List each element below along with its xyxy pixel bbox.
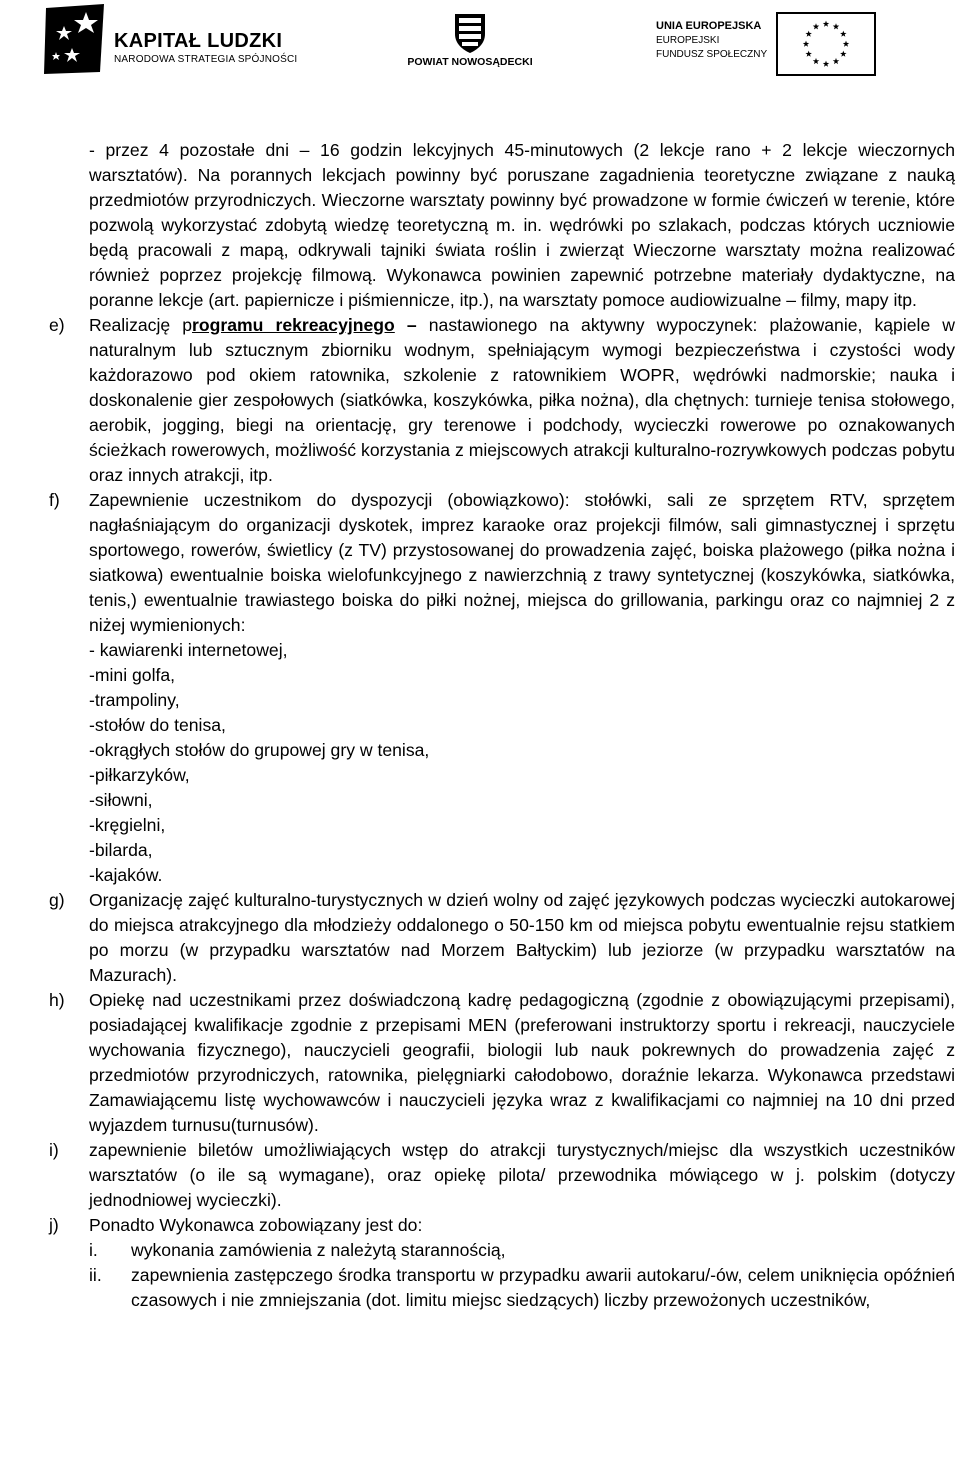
list-item: -okrągłych stołów do grupowej gry w tenisa, [89, 740, 430, 760]
item-j-sub-2 [0, 1263, 960, 1313]
item-f-marker: f) [49, 490, 60, 510]
kapital-ludzki-title: KAPITAŁ LUDZKI [114, 30, 283, 52]
list-item: -kręgielni, [89, 815, 166, 835]
eu-flag-icon [776, 12, 876, 76]
item-e-marker: e) [49, 315, 65, 335]
item-h-marker: h) [49, 990, 65, 1010]
item-j [0, 1213, 960, 1238]
list-item: -kajaków. [89, 865, 163, 885]
item-h-text: Opiekę nad uczestnikami przez doświadczoną kadrę pedagogiczną (zgodnie z obowiązującymi przepisami), posiadającej kwalifikacje zgodnie z przepisami MEN (preferowani instruktorzy sportu i rekreacji, nauczyciele wychowania fizycznego), nauczycieli geografii, biologii lub nauk pokrewnych do prowadzenia zajęć z przedmiotów przyrodniczych, ratownika, pielęgniarki całodobowo, doraźnie lekarza. Wykonawca przedstawi Zamawiającemu listę wychowawców i nauczycieli języka wraz z kwalifikacjami co najmniej na 10 dni przed wyjazdem turnusu(turnusów). [89, 990, 955, 1135]
item-f-list [0, 638, 960, 888]
eu-star-icon [833, 58, 839, 64]
eu-star-icon [823, 21, 829, 27]
eu-star-icon [803, 41, 809, 47]
list-item: -trampoliny, [89, 690, 180, 710]
intro-paragraph [0, 138, 960, 313]
item-j-sub-2-text: zapewnienia zastępczego środka transportu w przypadku awarii autokaru/-ów, celem uniknięcia opóźnień czasowych i nie zmniejszania (dot. limitu miejsc siedzących) liczby przewożonych uczestników, [131, 1265, 955, 1310]
item-e [0, 313, 960, 488]
ue-line2: EUROPEJSKI [656, 35, 720, 46]
eu-star-icon [813, 58, 819, 64]
item-g-text: Organizację zajęć kulturalno-turystycznych w dzień wolny od zajęć językowych podczas wycieczki autokarowej do miejsca atrakcyjnego dla młodzieży oddalonego o 50-150 km od miejsca pobytu ewentualnie rejsu statkiem po morzu (w przypadku warsztatów nad Morzem Bałtyckim) lub jeziorze (w przypadku warsztatów na Mazurach). [89, 890, 955, 985]
item-j-text: Ponadto Wykonawca zobowiązany jest do: [89, 1215, 423, 1235]
item-e-bold: rogramu rekreacyjnego [192, 315, 395, 335]
eu-star-icon [840, 51, 846, 57]
item-j-sub-1-marker: i. [89, 1240, 98, 1260]
eu-star-icon [833, 23, 839, 29]
eu-logo [648, 10, 918, 70]
item-g [0, 888, 960, 988]
item-f [0, 488, 960, 888]
ue-line1: UNIA EUROPEJSKA [656, 20, 762, 32]
item-j-sub-1 [0, 1238, 960, 1263]
list-item: - kawiarenki internetowej, [89, 640, 288, 660]
item-e-text [89, 313, 955, 488]
intro-text: - przez 4 pozostałe dni – 16 godzin lekcyjnych 45-minutowych (2 lekcje rano + 2 lekcje wieczornych warsztatów). Na porannych lekcjach powinny być poruszane zagadnienia teoretyczne związane z nauką przedmiotów przyrodniczych. Wieczorne warsztaty powinny być prowadzone w formie ćwiczeń w terenie, które pozwolą wykorzystać zdobytą wiedzę teoretyczną m. in. wędrówki po szlakach, podczas których uczniowie będą pracowali z mapą, odkrywali tajniki świata roślin i zwierząt Wieczorne warsztaty można realizować również poprzez projekcję filmową. Wykonawca powinien zapewnić potrzebne materiały dydaktyczne, na poranne lekcje (art. papiernicze i piśmiennicze, itp.), na warsztaty pomoce audiowizualne – filmy, mapy itp. [89, 140, 955, 310]
eu-star-icon [840, 31, 846, 37]
list-item: -stołów do tenisa, [89, 715, 226, 735]
eu-star-icon [843, 41, 849, 47]
coat-of-arms-icon [453, 12, 487, 54]
list-item: -bilarda, [89, 840, 153, 860]
item-j-sub-1-text: wykonania zamówienia z należytą starannością, [131, 1240, 506, 1260]
item-e-dash: – [394, 315, 429, 335]
item-i [0, 1138, 960, 1213]
eu-star-icon [805, 31, 811, 37]
list-item: -mini golfa, [89, 665, 176, 685]
item-h [0, 988, 960, 1138]
powiat-logo [400, 10, 540, 70]
ue-line3: FUNDUSZ SPOŁECZNY [656, 49, 768, 60]
eu-star-icon [823, 61, 829, 67]
powiat-name: POWIAT NOWOSĄDECKI [407, 56, 533, 68]
item-i-marker: i) [49, 1140, 59, 1160]
kapital-ludzki-emblem-icon [42, 2, 112, 76]
document-body [0, 138, 960, 1313]
item-i-text: zapewnienie biletów umożliwiających wstęp do atrakcji turystycznych/miejsc dla wszystkich uczestników warsztatów (o ile są wymagane), oraz opiekę pilota/ przewodnika mówiącego w j. polskim (dotyczy jednodniowej wycieczki). [89, 1140, 955, 1210]
eu-star-icon [805, 51, 811, 57]
item-e-body: nastawionego na aktywny wypoczynek: plażowanie, kąpiele w naturalnym lub sztucznym zbiorniku wodnym, spełniającym wymogi bezpieczeństwa i czystości wody każdorazowo pod okiem ratownika, szkolenie z ratownikiem WOPR, wędrówki nadmorskie; nauka i doskonalenie gier zespołowych (siatkówka, koszykówka, piłka nożna), dla chętnych: turnieje tenisa stołowego, aerobik, jogging, biegi na orientację, gry terenowe i podchody, wycieczki rowerowe po oznakowanych ścieżkach rowerowych, możliwość korzystania z miejscowych atrakcji kulturalno-rozrywkowych podczas pobytu oraz innych atrakcji, itp. [89, 315, 956, 485]
item-g-marker: g) [49, 890, 65, 910]
page-header [0, 0, 960, 80]
kapital-ludzki-logo [42, 2, 298, 76]
eu-star-icon [813, 23, 819, 29]
list-item: -siłowni, [89, 790, 153, 810]
item-f-text: Zapewnienie uczestnikom do dyspozycji (obowiązkowo): stołówki, sali ze sprzętem RTV, sprzętem nagłaśniającym do organizacji dyskotek, imprez karaoke oraz projekcji filmów, sali gimnastycznej i sprzętu sportowego, rowerów, świetlicy (z TV) przystosowanej do prowadzenia zajęć, boiska plażowego (piłka nożna i siatkowa) ewentualnie boiska wielofunkcyjnego z nawierzchnią z trawy syntetycznej (koszykówka, siatkówka, tenis,) ewentualnie trawiastego boiska do piłki nożnej, miejsca do grillowania, parkingu oraz co najmniej 2 z niżej wymienionych: [89, 490, 955, 635]
item-e-lead: Realizację p [89, 315, 193, 335]
list-item: -piłkarzyków, [89, 765, 190, 785]
item-j-marker: j) [49, 1215, 59, 1235]
item-j-sub-2-marker: ii. [89, 1265, 102, 1285]
kapital-ludzki-subtitle: NARODOWA STRATEGIA SPÓJNOŚCI [114, 54, 298, 65]
